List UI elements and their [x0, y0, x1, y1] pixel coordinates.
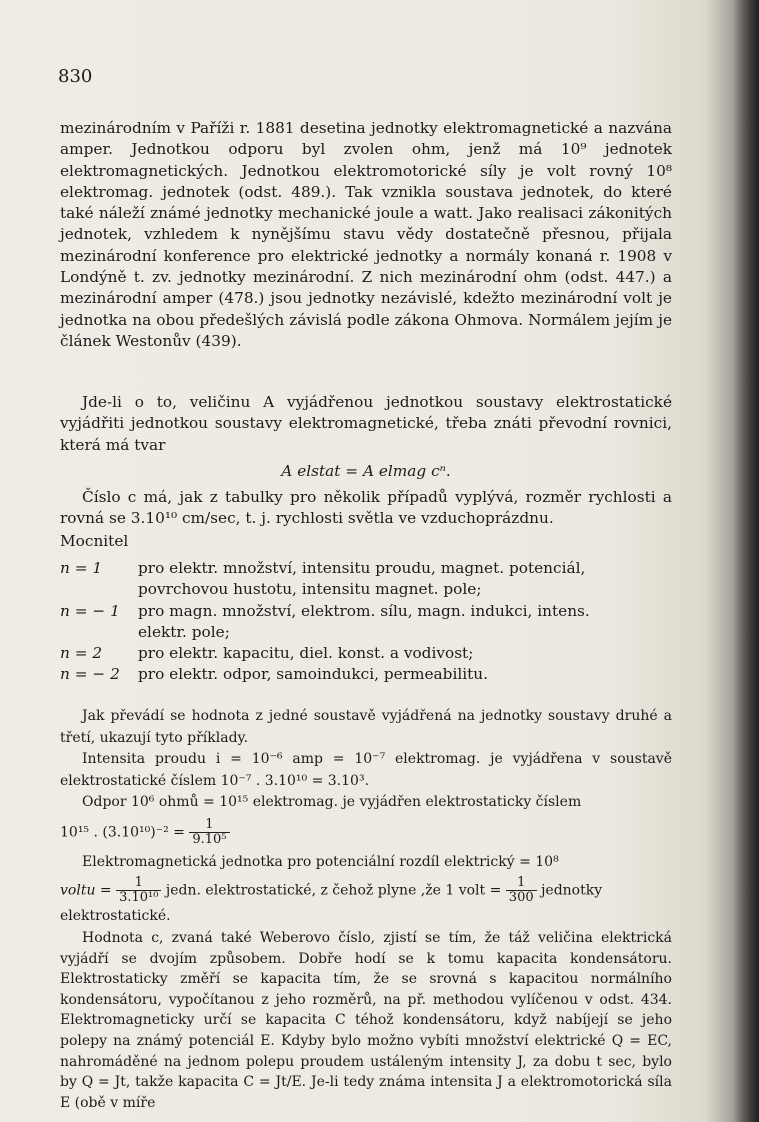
potential-fraction-1-denominator: 3.10¹⁰	[119, 890, 159, 905]
potential-continuation	[60, 906, 672, 928]
resistance-equation-left: 10¹⁵ . (3.10¹⁰)⁻² =	[60, 824, 185, 841]
page-number: 830	[58, 66, 93, 87]
mocnitel-label: Mocnitel	[60, 532, 129, 550]
small-paragraph-5: Hodnota c, zvaná také Weberovo číslo, zjistí se tím, že táž veličina elektrická vyjádří se dvojím způsobem. Dobře hodí se k tomu kapacita kondensátoru. Elektrostaticky změří se kapacita tím, že se srovná s kapacitou normálního kondensátoru, vypočítanou z jeho rozměrů, na př. methodou vylíčenou v odst. 434. Elektromagneticky určí se kapacita C téhož kondensátoru, když nabíjejí se jeho polepy na známý potenciál E. Kdyby bylo možno vybíti množství elektrické Q = EC, nahromáděné na jednom polepu proudem ustáleným intensity J, za dobu t sec, bylo by Q = Jt, takže kapacita C = Jt/E. Je-li tedy známa intensita J a elektromotorická síla E (obě v míře	[60, 930, 672, 1111]
table-row-n: n = − 2	[60, 665, 120, 684]
potential-paragraph	[60, 852, 672, 874]
table-row-line1: pro magn. množství, elektrom. sílu, magn. indukci, intens.	[138, 601, 590, 620]
table-row-desc	[138, 601, 672, 644]
resistance-equation	[60, 818, 672, 847]
paragraph-units	[60, 118, 672, 352]
paragraph-1: mezinárodním v Paříži r. 1881 desetina jednotky elektromagnetické a nazvána amper. Jednotkou odporu byl zvolen ohm, jenž má 10⁹ jednotek elektromagnetických. Jednotkou elektromotorické síly je volt rovný 10⁸ elektromag. jednotek (odst. 489.). Tak vznikla soustava jednotek, do které také náleží známé jednotky mechanické joule a watt. Jako realisaci zákonitých jednotek, vzhledem k nynějšímu stavu vědy dostatečně přesnou, přijala mezinárodní konference pro elektrické jednotky a normály konaná r. 1908 v Londýně t. zv. jednotky mezinárodní. Z nich mezinárodní ohm (odst. 447.) a mezinárodní amper (478.) jsou jednotky nezávislé, kdežto mezinárodní volt je jednotka na obou předešlých závislá podle zákona Ohmova. Normálem jejím je článek Westonův (439).	[60, 119, 672, 350]
paragraph-3: Číslo c má, jak z tabulky pro několik případů vyplývá, rozměr rychlosti a rovná se 3.10¹⁰ cm/sec, t. j. rychlosti světla ve vzduchoprázdnu.	[60, 488, 672, 528]
paragraph-2: Jde-li o to, veličinu A vyjádřenou jednotkou soustavy elektrostatické vyjádřiti jednotkou soustavy elektromagnetické, třeba znáti převodní rovnici, která má tvar	[60, 393, 672, 454]
potential-fraction-2-denominator: 300	[508, 890, 534, 905]
small-paragraph-4c: elektrostatické.	[60, 908, 171, 924]
potential-equation-prefix: voltu =	[60, 882, 112, 899]
potential-equation	[60, 876, 672, 905]
small-paragraph-1: Jak převádí se hodnota z jedné soustavě vyjádřená na jednotky soustavy druhé a třetí, ukazují tyto příklady.	[60, 708, 672, 746]
potential-fraction-2-numerator: 1	[506, 876, 537, 891]
table-row-line1: pro elektr. kapacitu, diel. konst. a vodivost;	[138, 644, 474, 663]
table-row-n: n = − 1	[60, 601, 120, 620]
potential-fraction-1	[116, 876, 161, 905]
potential-equation-suffix: jednotky	[541, 882, 603, 899]
resistance-fraction-numerator: 1	[189, 818, 229, 833]
exponent-table-grid	[60, 558, 672, 686]
table-row-n: n = 1	[60, 559, 103, 577]
small-paragraph-3: Odpor 10⁶ ohmů = 10¹⁵ elektromag. je vyjádřen elektrostaticky číslem	[82, 794, 582, 811]
resistance-fraction-denominator: 9.10⁵	[192, 832, 227, 847]
table-row-desc	[138, 643, 672, 664]
paragraph-conversion	[60, 392, 672, 456]
table-row-desc	[138, 664, 672, 685]
weber-paragraph	[60, 928, 672, 1113]
page-binding-shadow	[733, 0, 759, 1122]
table-row-n: n = 2	[60, 644, 103, 663]
conversion-equation: A elstat = A elmag cⁿ.	[281, 462, 451, 480]
potential-fraction-2	[506, 876, 537, 905]
table-row-line1: pro elektr. odpor, samoindukci, permeabilitu.	[138, 665, 488, 684]
table-row-desc	[138, 558, 672, 601]
small-paragraph-2: Intensita proudu i = 10⁻⁶ amp = 10⁻⁷ elektromag. je vyjádřena v soustavě elektrostatické číslem 10⁻⁷ . 3.10¹⁰ = 3.10³.	[60, 751, 672, 789]
table-row-line2: povrchovou hustotu, intensitu magnet. pole;	[138, 580, 482, 599]
small-paragraph-examples	[60, 706, 672, 814]
table-row-line2: elektr. pole;	[138, 622, 230, 641]
exponent-table	[60, 558, 672, 686]
resistance-fraction	[189, 818, 229, 847]
potential-equation-middle: jedn. elektrostatické, z čehož plyne ,že 1 volt =	[165, 882, 502, 899]
potential-fraction-1-numerator: 1	[116, 876, 161, 891]
small-paragraph-4a: Elektromagnetická jednotka pro potenciální rozdíl elektrický = 10⁸	[82, 854, 559, 870]
table-row-line1: pro elektr. množství, intensitu proudu, magnet. potenciál,	[138, 559, 586, 577]
paragraph-speed-of-light	[60, 487, 672, 530]
